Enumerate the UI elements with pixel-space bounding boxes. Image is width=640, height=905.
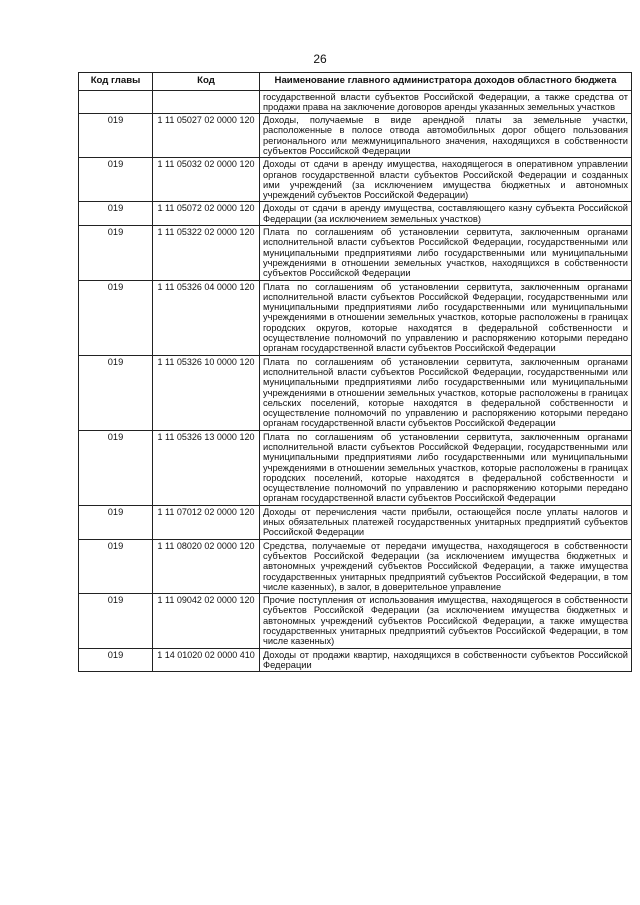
chapter-cell: 019 [79, 114, 153, 158]
code-cell: 1 11 05032 02 0000 120 [153, 158, 260, 202]
code-cell: 1 11 05072 02 0000 120 [153, 202, 260, 226]
code-cell [153, 90, 260, 114]
code-cell: 1 11 05326 10 0000 120 [153, 355, 260, 430]
table-row [79, 505, 632, 539]
table-row [79, 594, 632, 648]
code-cell: 1 11 08020 02 0000 120 [153, 539, 260, 593]
chapter-cell: 019 [79, 355, 153, 430]
name-cell: Плата по соглашениям об установлении сервитута, заключенным органами исполнительной власти субъектов Российской Федерации, государственными или муниципальными предприятиями либо государственными или муниципальными учреждениями в отношении земельных участков, которые расположены в границах городских округов, которые находятся в федеральной собственности и осуществление полномочий по управлению и распоряжению которыми передано органам государственной власти субъектов Российской Федерации [260, 280, 632, 355]
table-row [79, 90, 632, 114]
name-cell: государственной власти субъектов Российской Федерации, а также средства от продажи права на заключение договоров аренды указанных земельных участков [260, 90, 632, 114]
code-cell: 1 11 09042 02 0000 120 [153, 594, 260, 648]
table-row [79, 648, 632, 672]
chapter-cell: 019 [79, 594, 153, 648]
code-cell: 1 14 01020 02 0000 410 [153, 648, 260, 672]
table-row [79, 158, 632, 202]
header-code: Код [153, 73, 260, 91]
header-chapter-code: Код главы [79, 73, 153, 91]
name-cell: Доходы от сдачи в аренду имущества, находящегося в оперативном управлении органов государственной власти субъектов Российской Федерации и созданных ими учреждений (за исключением имущества бюджетных и автономных учреждений субъектов Российской Федерации) [260, 158, 632, 202]
code-cell: 1 11 05326 13 0000 120 [153, 430, 260, 505]
chapter-cell: 019 [79, 226, 153, 280]
chapter-cell: 019 [79, 539, 153, 593]
table-row [79, 202, 632, 226]
table-row [79, 226, 632, 280]
page-number: 26 [313, 52, 327, 66]
name-cell: Доходы от сдачи в аренду имущества, составляющего казну субъекта Российской Федерации (за исключением земельных участков) [260, 202, 632, 226]
chapter-cell: 019 [79, 505, 153, 539]
table-row [79, 430, 632, 505]
table-row [79, 114, 632, 158]
chapter-cell: 019 [79, 648, 153, 672]
table-row [79, 539, 632, 593]
name-cell: Плата по соглашениям об установлении сервитута, заключенным органами исполнительной власти субъектов Российской Федерации, государственными или муниципальными предприятиями либо государственными или муниципальными учреждениями в отношении земельных участков, находящихся в собственности субъектов Российской Федерации [260, 226, 632, 280]
name-cell: Плата по соглашениям об установлении сервитута, заключенным органами исполнительной власти субъектов Российской Федерации, государственными или муниципальными предприятиями либо государственными или муниципальными учреждениями в отношении земельных участков, которые расположены в границах сельских поселений, которые находятся в федеральной собственности и осуществление полномочий по управлению и распоряжению которыми передано органам государственной власти субъектов Российской Федерации [260, 355, 632, 430]
table-row [79, 280, 632, 355]
chapter-cell [79, 90, 153, 114]
code-cell: 1 11 05027 02 0000 120 [153, 114, 260, 158]
chapter-cell: 019 [79, 430, 153, 505]
chapter-cell: 019 [79, 158, 153, 202]
table-header-row [79, 73, 632, 91]
chapter-cell: 019 [79, 280, 153, 355]
header-administrator-name: Наименование главного администратора доходов областного бюджета [260, 73, 632, 91]
revenue-administrators-table [78, 72, 632, 672]
name-cell: Средства, получаемые от передачи имущества, находящегося в собственности субъектов Российской Федерации (за исключением имущества бюджетных и автономных учреждений субъектов Российской Федерации, а также имущества государственных унитарных предприятий субъектов Российской Федерации, в том числе казенных), в залог, в доверительное управление [260, 539, 632, 593]
name-cell: Доходы, получаемые в виде арендной платы за земельные участки, расположенные в полосе отвода автомобильных дорог общего пользования регионального или межмуниципального значения, находящихся в собственности субъектов Российской Федерации [260, 114, 632, 158]
chapter-cell: 019 [79, 202, 153, 226]
table-row [79, 355, 632, 430]
name-cell: Прочие поступления от использования имущества, находящегося в собственности субъектов Российской Федерации (за исключением имущества бюджетных и автономных учреждений субъектов Российской Федерации, а также имущества государственных унитарных предприятий субъектов Российской Федерации, в том числе казенных) [260, 594, 632, 648]
code-cell: 1 11 05322 02 0000 120 [153, 226, 260, 280]
name-cell: Плата по соглашениям об установлении сервитута, заключенным органами исполнительной власти субъектов Российской Федерации, государственными или муниципальными предприятиями либо государственными или муниципальными учреждениями в отношении земельных участков, которые расположены в границах городских поселений, которые находятся в федеральной собственности и осуществление полномочий по управлению и распоряжению которыми передано органам государственной власти субъектов Российской Федерации [260, 430, 632, 505]
name-cell: Доходы от перечисления части прибыли, остающейся после уплаты налогов и иных обязательных платежей государственных унитарных предприятий субъектов Российской Федерации [260, 505, 632, 539]
name-cell: Доходы от продажи квартир, находящихся в собственности субъектов Российской Федерации [260, 648, 632, 672]
code-cell: 1 11 05326 04 0000 120 [153, 280, 260, 355]
code-cell: 1 11 07012 02 0000 120 [153, 505, 260, 539]
